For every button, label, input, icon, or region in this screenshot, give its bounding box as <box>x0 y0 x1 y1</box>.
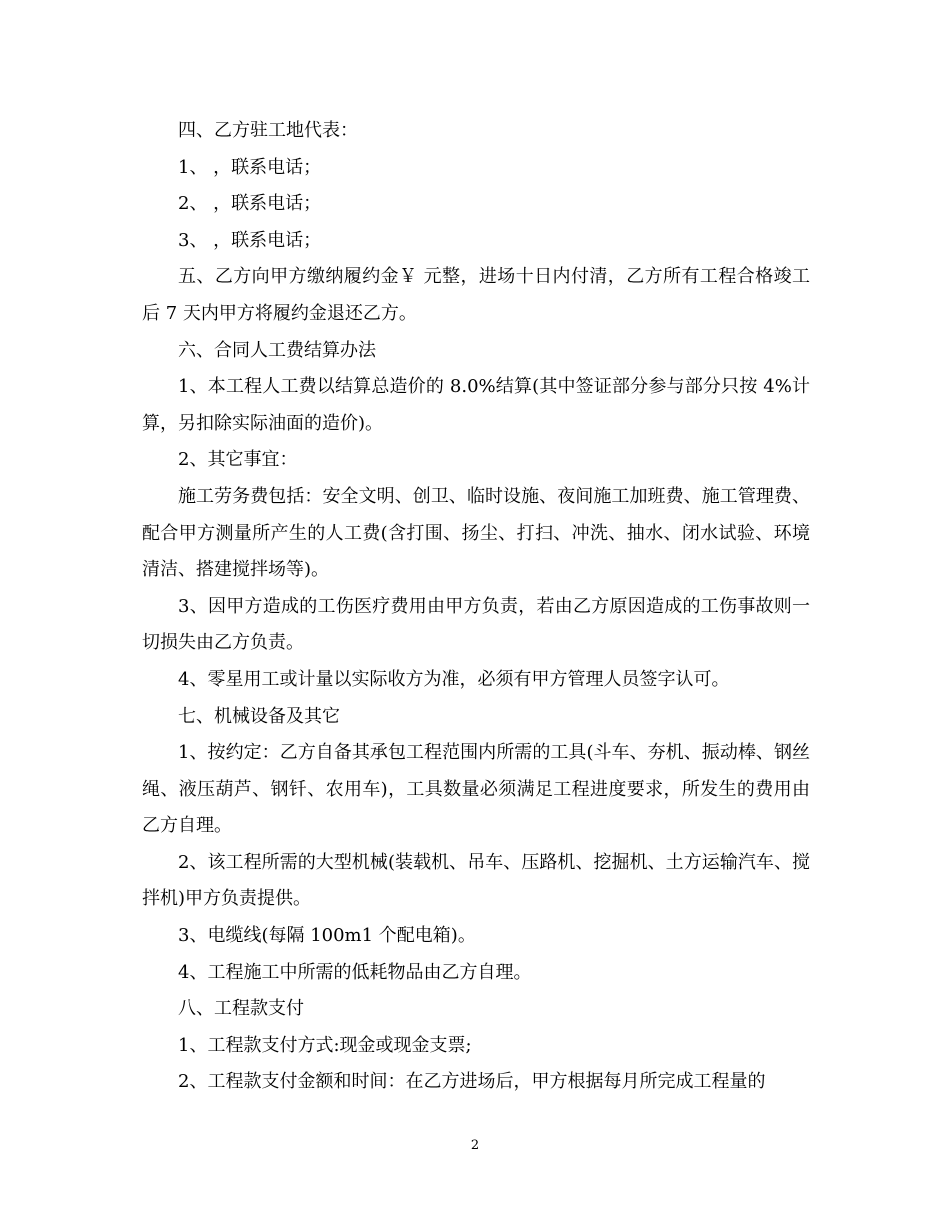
list-item: 3、因甲方造成的工伤医疗费用由甲方负责，若由乙方原因造成的工伤事故则一切损失由乙方负责。 <box>142 595 810 654</box>
list-item: 3、电缆线(每隔 100m1 个配电箱)。 <box>178 925 476 947</box>
list-item: 4、工程施工中所需的低耗物品由乙方自理。 <box>178 961 532 983</box>
paragraph: 施工劳务费包括：安全文明、创卫、临时设施、夜间施工加班费、施工管理费、配合甲方测量所产生的人工费(含打围、扬尘、打扫、冲洗、抽水、闭水试验、环境清洁、搭建搅拌场等)。 <box>142 485 810 581</box>
list-item: 3、 ，联系电话； <box>178 229 322 251</box>
list-item: 1、本工程人工费以结算总造价的 8.0%结算(其中签证部分参与部分只按 4%计算，另扣除实际油面的造价)。 <box>142 376 810 434</box>
page-number: 2 <box>470 1138 480 1153</box>
list-item: 2、其它事宜： <box>178 449 298 471</box>
list-item: 1、工程款支付方式:现金或现金支票; <box>178 1034 472 1056</box>
section-heading-6: 六、合同人工费结算办法 <box>178 339 376 361</box>
list-item: 2、 ，联系电话； <box>178 193 322 215</box>
list-item: 1、按约定：乙方自备其承包工程范围内所需的工具(斗车、夯机、振动棒、钢丝绳、液压葫芦、钢钎、农用车)，工具数量必须满足工程进度要求，所发生的费用由乙方自理。 <box>142 742 810 837</box>
section-heading-5: 五、乙方向甲方缴纳履约金￥ 元整，进场十日内付清，乙方所有工程合格竣工后 7 天内甲方将履约金退还乙方。 <box>142 266 810 324</box>
document-body <box>142 113 810 1101</box>
section-heading-7: 七、机械设备及其它 <box>178 705 340 727</box>
list-item: 4、零星用工或计量以实际收方为准，必须有甲方管理人员签字认可。 <box>178 668 730 690</box>
section-heading-8: 八、工程款支付 <box>178 998 304 1020</box>
list-item: 2、该工程所需的大型机械(装载机、吊车、压路机、挖掘机、土方运输汽车、搅拌机)甲方负责提供。 <box>142 851 810 910</box>
list-item: 1、 ，联系电话； <box>178 156 322 178</box>
section-heading-4: 四、乙方驻工地代表： <box>178 120 358 141</box>
list-item: 2、工程款支付金额和时间：在乙方进场后，甲方根据每月所完成工程量的 <box>178 1071 766 1093</box>
